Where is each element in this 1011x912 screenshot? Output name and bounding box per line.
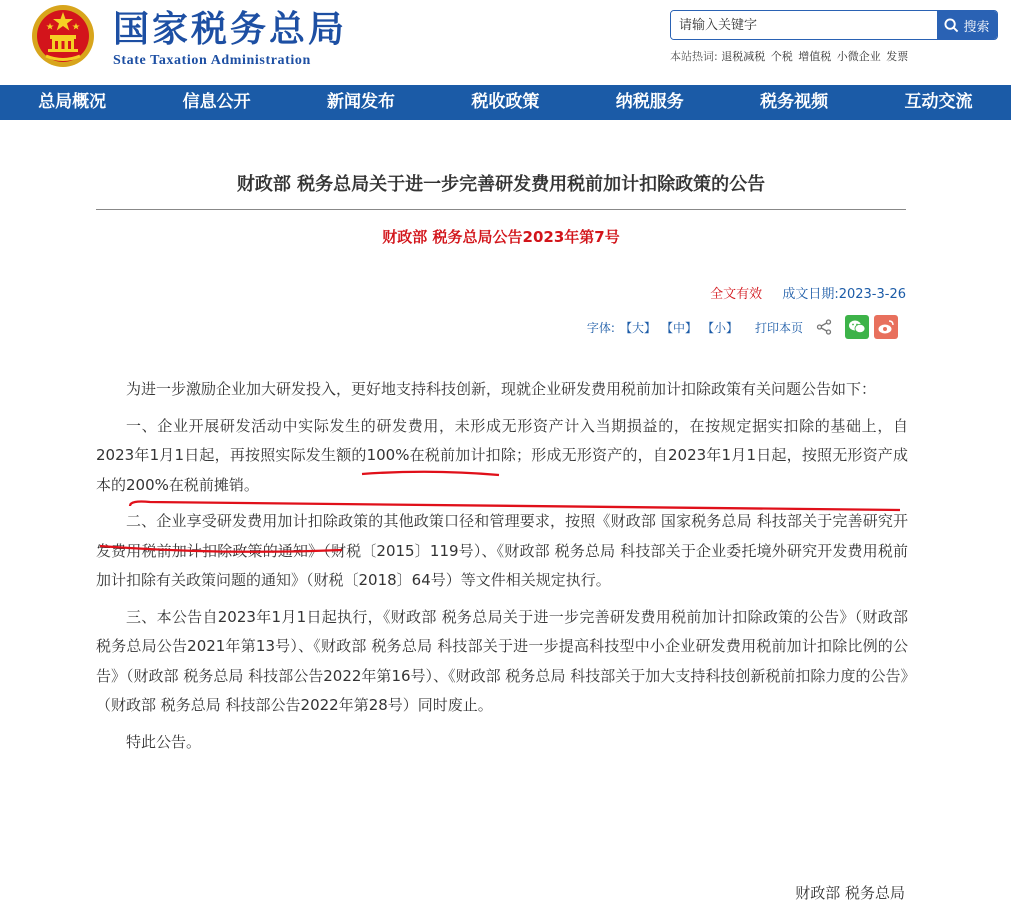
title-divider: [96, 209, 906, 210]
share-icon[interactable]: [815, 318, 833, 336]
hot-keyword[interactable]: 增值税: [798, 50, 832, 63]
site-header: [0, 0, 1011, 84]
article-title: 财政部 税务总局关于进一步完善研发费用税前加计扣除政策的公告: [236, 174, 766, 195]
article-meta: [710, 283, 906, 302]
document-number: 财政部 税务总局公告2023年第7号: [382, 228, 620, 246]
nav-item-taxpayer-service[interactable]: 纳税服务: [615, 92, 684, 112]
signature: 财政部 税务总局: [795, 884, 905, 902]
font-medium-button[interactable]: 【中】: [660, 320, 697, 335]
paragraph-closing: 特此公告。: [126, 732, 202, 751]
issue-date: 成文日期:2023-3-26: [782, 287, 906, 302]
nav-item-interaction[interactable]: 互动交流: [904, 92, 973, 112]
nav-item-tax-video[interactable]: 税务视频: [760, 92, 829, 112]
paragraph-one: 一、企业开展研发活动中实际发生的研发费用，未形成无形资产计入当期损益的，在按规定据实扣除的基础上，自2023年1月1日起，再按照实际发生额的100%在税前加计扣除；形成无形资产的，自2023年1月1日起，按照无形资产成本的200%在税前摊销。: [96, 416, 908, 494]
search-button[interactable]: [937, 11, 997, 39]
hot-keyword[interactable]: 退税减税: [721, 50, 766, 63]
weibo-share-icon[interactable]: [874, 315, 898, 339]
article-body: [96, 375, 908, 764]
site-title-cn[interactable]: 国家税务总局: [113, 9, 348, 50]
hot-keywords-label: 本站热词:: [670, 50, 718, 63]
paragraph-two: 二、企业享受研发费用加计扣除政策的其他政策口径和管理要求，按照《财政部 国家税务总局 科技部关于完善研究开发费用税前加计扣除政策的通知》（财税〔2015〕119号）、《财政部 税务总局 科技部关于企业委托境外研究开发费用税前加计扣除有关政策问题的通知》（财税〔2018〕64号）等文件相关规定执行。: [96, 512, 908, 589]
nav-item-news[interactable]: 新闻发布: [326, 92, 395, 112]
validity-status: 全文有效: [710, 287, 763, 302]
font-size-label: 字体:: [586, 320, 615, 335]
search-icon: [944, 18, 959, 33]
font-large-button[interactable]: 【大】: [619, 320, 656, 335]
site-title-en[interactable]: State Taxation Administration: [113, 53, 311, 68]
nav-item-tax-policy[interactable]: 税收政策: [471, 92, 540, 112]
main-nav: [0, 85, 1011, 120]
national-emblem-icon[interactable]: [30, 3, 96, 69]
article-tools: [587, 315, 903, 339]
hot-keyword[interactable]: 发票: [886, 50, 909, 63]
nav-item-overview[interactable]: 总局概况: [38, 92, 107, 112]
print-button[interactable]: 打印本页: [754, 320, 803, 335]
hot-keyword[interactable]: 个税: [770, 50, 793, 63]
hot-keyword[interactable]: 小微企业: [836, 50, 881, 63]
search-input[interactable]: [671, 11, 937, 39]
search-box: [670, 10, 998, 40]
nav-item-info-disclosure[interactable]: 信息公开: [182, 92, 251, 112]
font-small-button[interactable]: 【小】: [701, 320, 738, 335]
paragraph-three: 三、本公告自2023年1月1日起执行，《财政部 税务总局关于进一步完善研发费用税前加计扣除政策的公告》（财政部 税务总局公告2021年第13号）、《财政部 税务总局 科技部关于进一步提高科技型中小企业研发费用税前加计扣除比例的公告》（财政部 税务总局 科技部公告2022年第16号）、《财政部 税务总局 科技部关于加大支持科技创新税前扣除力度的公告》（财政部 税务总局 科技部公告2022年第28号）同时废止。: [96, 607, 908, 714]
wechat-share-icon[interactable]: [845, 315, 869, 339]
paragraph-intro: 为进一步激励企业加大研发投入，更好地支持科技创新，现就企业研发费用税前加计扣除政策有关问题公告如下：: [126, 380, 877, 398]
search-button-label: 搜索: [963, 19, 990, 35]
hot-keywords: [670, 48, 910, 64]
